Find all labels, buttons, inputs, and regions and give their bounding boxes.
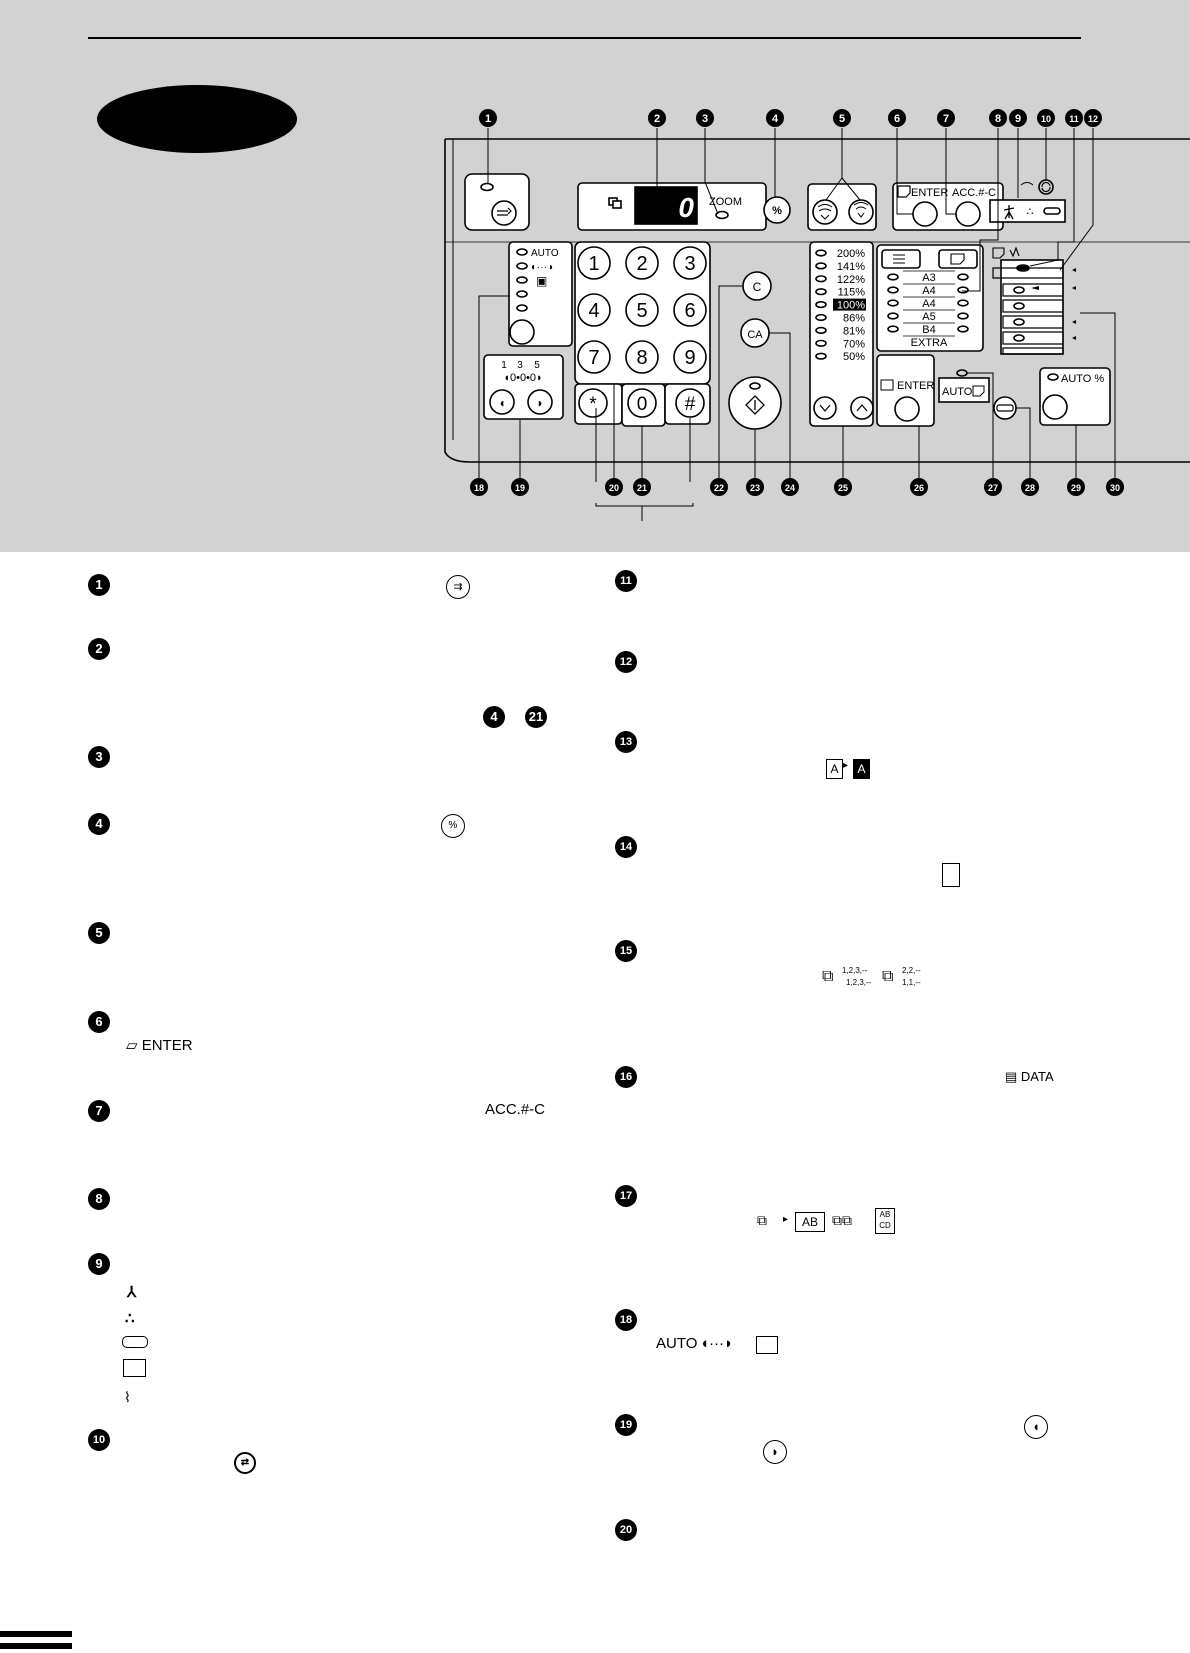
paper-size-label: A5 [922,311,936,323]
photo-mode-inline-icon [756,1336,778,1354]
legend-marker-7: 7 [88,1100,110,1122]
ratio-label: 122% [836,273,865,286]
interrupt-inline-icon: ⇉ [446,575,470,599]
keypad-key-label: 4 [588,300,600,322]
legend-marker-12: 12 [615,651,637,673]
keypad-keys [578,247,706,373]
ratio-label: 50% [842,351,865,364]
ratio-label: 200% [836,248,865,260]
acc-inline-icon: ACC.#-C [485,1101,546,1118]
data-inline-icon: ▤ DATA [1005,1069,1054,1084]
callout-label: 27 [987,483,999,493]
legend-marker-20: 20 [615,1519,637,1541]
legend-marker-10: 10 [88,1429,110,1451]
clear-label: C [752,280,762,294]
group-inline-icon: ⧉ [882,968,894,985]
margin-shift-inline-icon [942,863,960,887]
ratio-label: 81% [842,325,865,338]
paper-size-label: A4 [922,285,936,297]
percent-icon: % [772,205,782,217]
legend-marker-4: 4 [88,813,110,835]
ratio-label: 86% [842,312,865,325]
keypad-key-label: 2 [636,253,648,275]
callout-label: 3 [701,113,709,125]
zero-label: 0 [636,394,648,415]
keypad-key-label: 3 [684,253,696,275]
callout-label: 26 [913,483,925,493]
paper-size-label: A3 [922,272,936,284]
paper-jam-icon [1010,248,1019,256]
legend-marker-9: 9 [88,1253,110,1275]
callout-label: 28 [1024,483,1036,493]
text-mode-inline-icon: ◖···◗ [700,1335,734,1352]
callout-label: 12 [1087,114,1099,124]
callout-label: 24 [784,483,796,493]
jam-inline-icon: ⌇ [124,1389,131,1405]
keypad-key-label: 7 [588,347,600,369]
callout-label: 6 [893,113,901,125]
legend-marker-18: 18 [615,1309,637,1331]
legend-marker-6: 6 [88,1011,110,1033]
legend-marker-8: 8 [88,1188,110,1210]
asterisk-label: * [589,394,597,415]
percent-inline-icon: % [441,814,465,838]
four-up-result-inline-icon: AB CD [875,1208,895,1234]
auto-paper-indicator [957,370,967,376]
four-up-source-inline-icon: ⧉⧉ [832,1212,852,1228]
legend-marker-14: 14 [615,836,637,858]
manual-exposure-label: ◐···◑ [531,262,554,273]
sort-inline-icon: ⧉ [822,968,834,985]
page-corner-mark-bottom [0,1643,72,1649]
callout-label: 7 [942,113,950,125]
callout-label: 9 [1014,113,1022,125]
copies-icon-back [613,201,621,208]
exposure-level-box [484,355,563,419]
sort-inline-label-b: 1,2,3,-- [846,978,872,987]
hash-label: # [684,394,696,415]
scale-3: 3 [517,360,523,371]
clear-all-label: CA [747,329,763,341]
display-digit: 0 [678,192,694,223]
legend-marker-19: 19 [615,1414,637,1436]
a-white-inline-icon: A [826,759,843,779]
tray-enter-label: ENTER [897,380,935,392]
a-arrow-inline-icon: ▸ [843,760,849,771]
legend-marker-11: 11 [615,570,637,592]
callout-label: 11 [1069,114,1079,124]
enter-label: ENTER [911,187,949,199]
darker-inline-icon: ◗ [763,1440,787,1464]
paper-size-label: B4 [922,324,936,336]
callout-label: 10 [1040,114,1052,124]
exposure-scale-indicators: ◖0•0•0◗ [503,372,543,384]
callout-label: 19 [514,483,526,493]
inline-ref-21: 21 [525,706,547,728]
callout-label: 18 [473,483,485,493]
paper-size-label: EXTRA [910,337,948,349]
control-panel-illustration [0,0,1190,552]
photo-icon: ▣ [536,274,548,288]
page-corner-mark-top [0,1631,72,1637]
keypad-key-label: 8 [636,347,648,369]
legend-marker-15: 15 [615,940,637,962]
sort-inline-label-a: 1,2,3,-- [842,966,868,975]
acc-label: ACC.#-C [952,187,997,199]
keypad-key-label: 9 [684,347,696,369]
legend-marker-5: 5 [88,922,110,944]
developer-inline-icon [122,1336,148,1348]
legend-marker-3: 3 [88,746,110,768]
toner-icon: ∴ [1026,206,1034,218]
keypad-key-label: 6 [684,300,696,322]
paper-tray-illustration [993,260,1076,354]
a-black-inline-icon: A [853,759,870,779]
auto-ratio-label: AUTO % [1061,373,1105,385]
inline-ref-4: 4 [483,706,505,728]
callout-label: 4 [771,113,779,125]
callout-label: 25 [837,483,849,493]
callout-label: 5 [838,113,846,125]
legend-marker-1: 1 [88,574,110,596]
legend-marker-2: 2 [88,638,110,660]
lighter-icon: ◖ [498,396,506,410]
auto-inline-label: AUTO [656,1335,698,1352]
callout-label: 29 [1070,483,1082,493]
group-inline-label-b: 1,1,-- [902,978,921,987]
callout-label: 8 [994,113,1002,125]
zoom-label: ZOOM [709,196,742,208]
paper-size-label: A4 [922,298,936,310]
toner-inline-icon: ∴ [125,1310,135,1327]
top-callouts [479,109,1102,127]
two-up-source-inline-icon: ⧉ [757,1212,767,1228]
ratio-label: 70% [842,338,865,351]
callout-label: 23 [749,483,761,493]
scale-1: 1 [501,360,507,371]
lighter-inline-icon: ◖ [1024,1415,1048,1439]
keypad-key-label: 1 [588,253,600,275]
ratio-label: 115% [837,286,865,299]
two-up-result-inline-icon: AB [795,1212,825,1232]
misfeed-inline-icon: ⅄ [127,1284,137,1301]
callout-label: 2 [653,113,661,125]
bottom-callouts [470,478,1124,496]
callout-label: 22 [713,483,725,493]
scale-5: 5 [534,360,540,371]
darker-icon: ◗ [536,396,544,410]
power-save-inline-icon: ⇄ [234,1452,256,1474]
paper-inline-icon [123,1359,146,1377]
two-up-arrow-inline-icon: ▸ [783,1214,789,1225]
callout-label: 30 [1109,483,1121,493]
paper-empty-icon [993,248,1004,258]
legend-marker-17: 17 [615,1185,637,1207]
ratio-label: 141% [836,260,865,273]
enter-inline-icon: ▱ ENTER [126,1037,193,1054]
ratio-label: 100% [836,299,865,312]
group-inline-label-a: 2,2,-- [902,966,921,975]
callout-label: 20 [608,483,620,493]
power-save-indicator [1021,183,1033,186]
keypad-key-label: 5 [636,300,648,322]
power-save-arrows [1042,182,1050,191]
auto-paper-label: AUTO [942,386,973,398]
callout-label: 1 [484,113,492,125]
callout-label: 21 [636,483,648,493]
legend-marker-13: 13 [615,731,637,753]
auto-exposure-label: AUTO [531,248,559,259]
legend-marker-16: 16 [615,1066,637,1088]
interrupt-box [465,174,529,230]
